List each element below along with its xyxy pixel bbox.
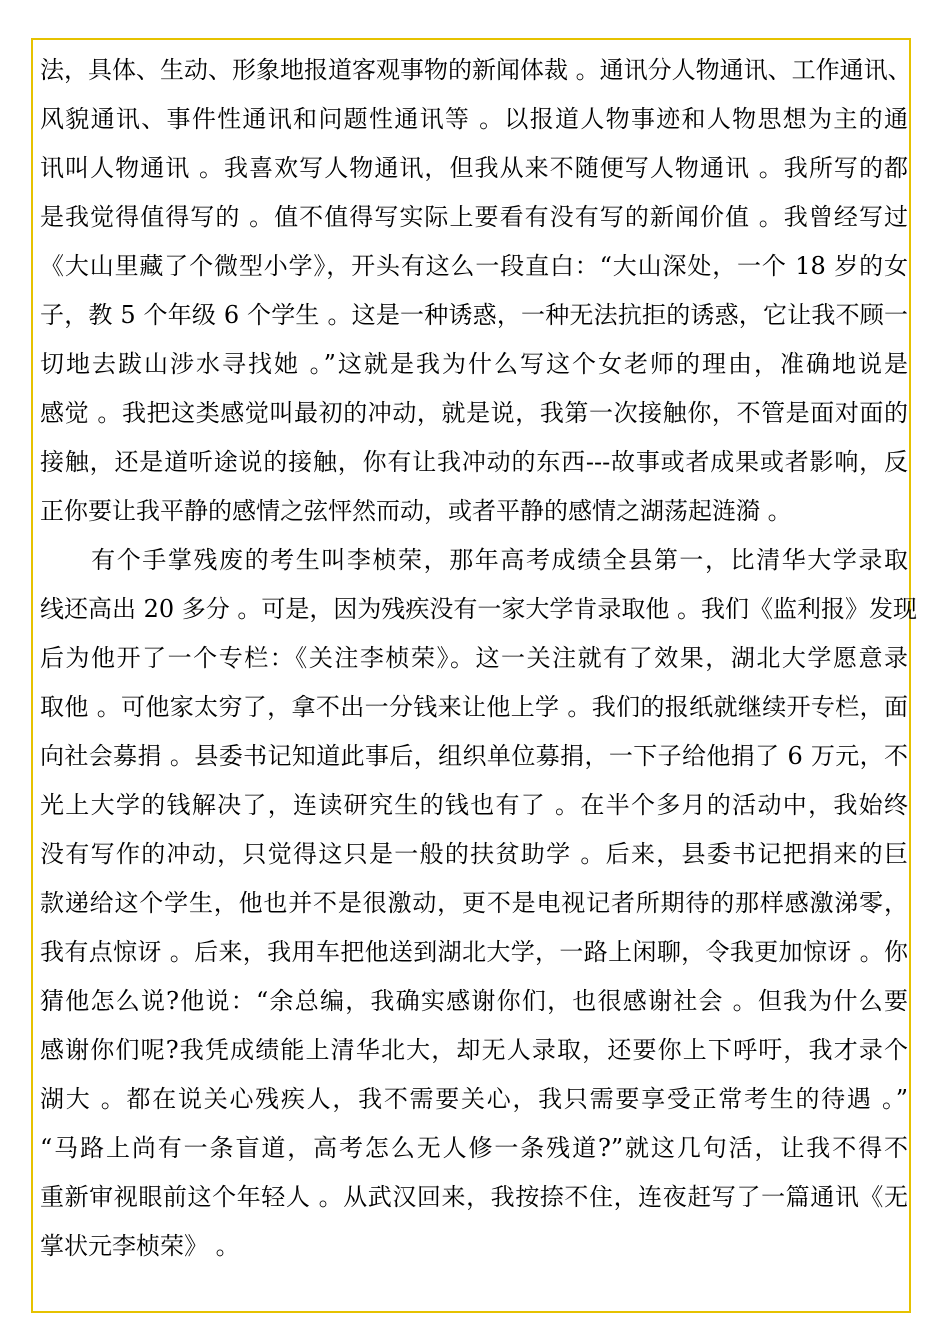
- text-line: 款递给这个学生，他也并不是很激动，更不是电视记者所期待的那样感激涕零，: [40, 889, 908, 917]
- text-line: 重新审视眼前这个年轻人 。从武汉回来，我按捺不住，连夜赶写了一篇通讯《无: [40, 1183, 908, 1211]
- text-line: 《大山里藏了个微型小学》，开头有这么一段直白：“大山深处，一个 18 岁的女: [40, 252, 908, 280]
- text-line: 猜他怎么说?他说：“余总编，我确实感谢你们，也很感谢社会 。但我为什么要: [40, 987, 908, 1015]
- text-line: 光上大学的钱解决了，连读研究生的钱也有了 。在半个多月的活动中，我始终: [40, 791, 908, 819]
- text-line: 没有写作的冲动，只觉得这只是一般的扶贫助学 。后来，县委书记把捐来的巨: [40, 840, 908, 868]
- text-line: 掌状元李桢荣》 。: [40, 1232, 240, 1260]
- text-line: 线还高出 20 多分 。可是，因为残疾没有一家大学肯录取他 。我们《监利报》发现: [40, 595, 918, 623]
- text-line: “马路上尚有一条盲道，高考怎么无人修一条残道?”就这几句活，让我不得不: [40, 1134, 908, 1162]
- text-line: 接触，还是道听途说的接触，你有让我冲动的东西---故事或者成果或者影响，反: [40, 448, 908, 476]
- text-line: 是我觉得值得写的 。值不值得写实际上要看有没有写的新闻价值 。我曾经写过: [40, 203, 908, 231]
- text-line: 切地去跋山涉水寻找她 。”这就是我为什么写这个女老师的理由，准确地说是: [40, 350, 908, 378]
- text-line: 法，具体、生动、形象地报道客观事物的新闻体裁 。通讯分人物通讯、工作通讯、: [40, 56, 912, 84]
- text-line: 风貌通讯、事件性通讯和问题性通讯等 。以报道人物事迹和人物思想为主的通: [40, 105, 908, 133]
- text-line: 后为他开了一个专栏：《关注李桢荣》。这一关注就有了效果，湖北大学愿意录: [40, 644, 908, 672]
- text-line: 感觉 。我把这类感觉叫最初的冲动，就是说，我第一次接触你，不管是面对面的: [40, 399, 908, 427]
- document-body: [40, 46, 918, 1271]
- text-line: 正你要让我平静的感情之弦怦然而动，或者平静的感情之湖荡起涟漪 。: [40, 497, 792, 525]
- text-line: 取他 。可他家太穷了，拿不出一分钱来让他上学 。我们的报纸就继续开专栏，面: [40, 693, 908, 721]
- text-line: 有个手掌残废的考生叫李桢荣，那年高考成绩全县第一，比清华大学录取: [40, 546, 908, 574]
- text-line: 湖大 。都在说关心残疾人，我不需要关心，我只需要享受正常考生的待遇 。”: [40, 1085, 908, 1113]
- text-line: 向社会募捐 。县委书记知道此事后，组织单位募捐，一下子给他捐了 6 万元，不: [40, 742, 908, 770]
- text-line: 感谢你们呢?我凭成绩能上清华北大，却无人录取，还要你上下呼吁，我才录个: [40, 1036, 908, 1064]
- text-line: 子，教 5 个年级 6 个学生 。这是一种诱惑，一种无法抗拒的诱惑，它让我不顾一: [40, 301, 908, 329]
- paragraph: [40, 46, 912, 536]
- paragraph: [40, 536, 918, 1271]
- text-line: 我有点惊讶 。后来，我用车把他送到湖北大学，一路上闲聊，令我更加惊讶 。你: [40, 938, 908, 966]
- text-line: 讯叫人物通讯 。我喜欢写人物通讯，但我从来不随便写人物通讯 。我所写的都: [40, 154, 908, 182]
